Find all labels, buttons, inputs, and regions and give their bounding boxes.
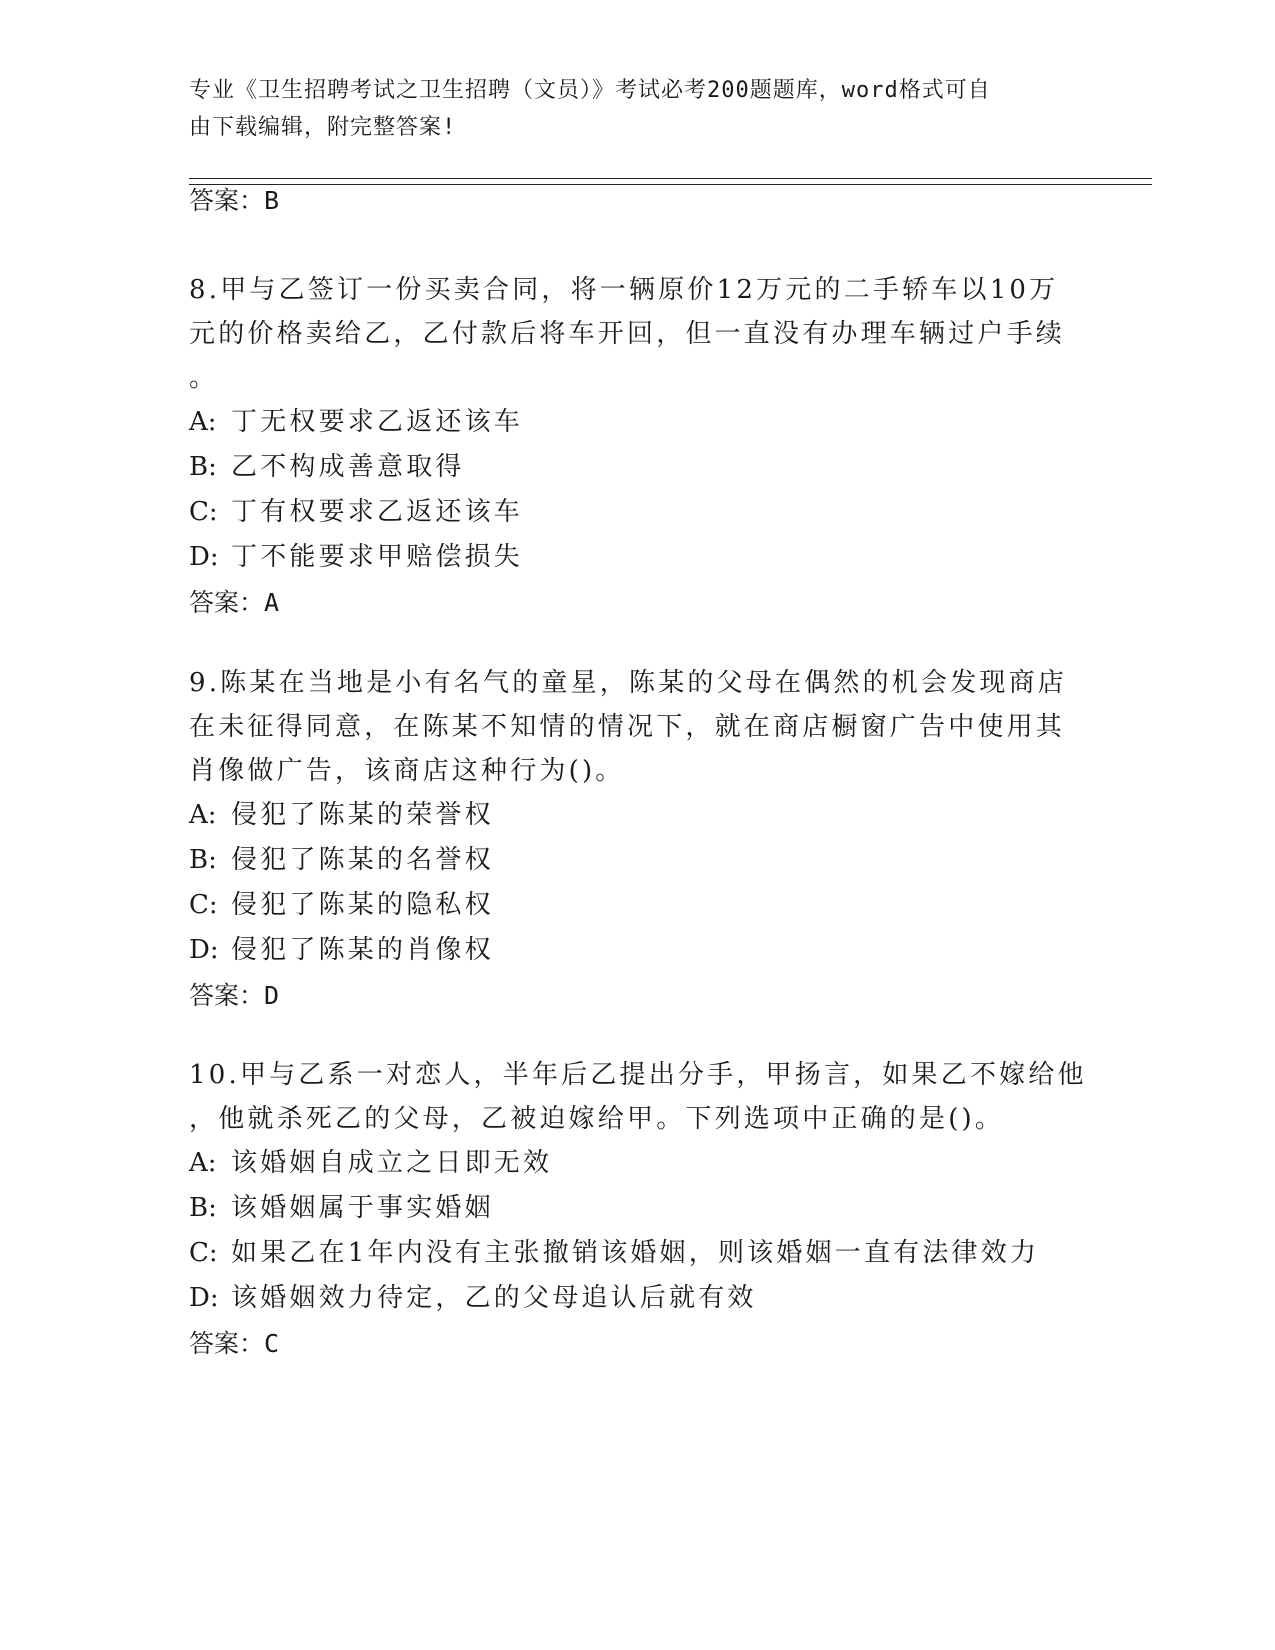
option-c: [189, 490, 1089, 535]
question-9: [189, 661, 1089, 1019]
option-text: 如果乙在1年内没有主张撤销该婚姻，则该婚姻一直有法律效力: [231, 1238, 1040, 1268]
option-letter: A:: [189, 407, 217, 437]
option-a: [189, 793, 1089, 838]
option-letter: D:: [189, 542, 219, 572]
question-8: [189, 268, 1089, 626]
question-10-answer: 答案：C: [189, 1329, 280, 1358]
option-letter: A:: [189, 1148, 217, 1178]
option-d: [189, 928, 1089, 973]
option-letter: B:: [189, 1193, 217, 1223]
answer-previous: 答案：B: [189, 186, 280, 215]
option-letter: A:: [189, 800, 217, 830]
question-text-line: 9.陈某在当地是小有名气的童星，陈某的父母在偶然的机会发现商店: [189, 668, 1068, 698]
option-b: [189, 838, 1089, 883]
question-8-options: [189, 400, 1089, 580]
option-letter: C:: [189, 1238, 218, 1268]
option-letter: B:: [189, 845, 217, 875]
question-10-text: [189, 1053, 1089, 1141]
option-text: 该婚姻自成立之日即无效: [231, 1148, 553, 1178]
option-text: 丁有权要求乙返还该车: [231, 497, 524, 527]
question-10: [189, 1053, 1089, 1367]
header-line-1: 专业《卫生招聘考试之卫生招聘（文员）》考试必考200题题库，word格式可自: [189, 78, 991, 103]
question-text-line: 肖像做广告，该商店这种行为()。: [189, 756, 625, 786]
option-letter: C:: [189, 890, 218, 920]
question-text-line: 10.甲与乙系一对恋人，半年后乙提出分手，甲扬言，如果乙不嫁给他: [189, 1060, 1087, 1090]
option-text: 乙不构成善意取得: [231, 452, 465, 482]
option-a: [189, 400, 1089, 445]
option-b: [189, 1186, 1089, 1231]
option-text: 侵犯了陈某的肖像权: [231, 935, 494, 965]
question-text-line: 8.甲与乙签订一份买卖合同，将一辆原价12万元的二手轿车以10万: [189, 275, 1059, 305]
question-8-answer: 答案：A: [189, 588, 280, 617]
option-text: 侵犯了陈某的名誉权: [231, 845, 494, 875]
question-9-text: [189, 661, 1089, 793]
option-text: 丁无权要求乙返还该车: [231, 407, 524, 437]
option-d: [189, 1276, 1089, 1321]
option-letter: B:: [189, 452, 217, 482]
option-text: 丁不能要求甲赔偿损失: [231, 542, 524, 572]
question-10-options: [189, 1141, 1089, 1321]
option-c: [189, 1231, 1089, 1276]
question-text-line: 在未征得同意，在陈某不知情的情况下，就在商店橱窗广告中使用其: [189, 712, 1066, 742]
option-letter: C:: [189, 497, 218, 527]
option-text: 该婚姻效力待定，乙的父母追认后就有效: [231, 1283, 757, 1313]
question-text-line: 元的价格卖给乙，乙付款后将车开回，但一直没有办理车辆过户手续: [189, 319, 1066, 349]
option-c: [189, 883, 1089, 928]
question-text-line: ，他就杀死乙的父母，乙被迫嫁给甲。下列选项中正确的是()。: [189, 1104, 1005, 1134]
question-text-line: 。: [189, 363, 219, 393]
option-a: [189, 1141, 1089, 1186]
option-text: 该婚姻属于事实婚姻: [231, 1193, 494, 1223]
option-letter: D:: [189, 1283, 219, 1313]
option-b: [189, 445, 1089, 490]
option-text: 侵犯了陈某的隐私权: [231, 890, 494, 920]
header-line-2: 由下载编辑，附完整答案!: [189, 115, 457, 140]
page-header: [189, 72, 1069, 146]
option-d: [189, 535, 1089, 580]
question-9-options: [189, 793, 1089, 973]
option-letter: D:: [189, 935, 219, 965]
option-text: 侵犯了陈某的荣誉权: [231, 800, 494, 830]
question-8-text: [189, 268, 1089, 400]
question-9-answer: 答案：D: [189, 981, 280, 1010]
